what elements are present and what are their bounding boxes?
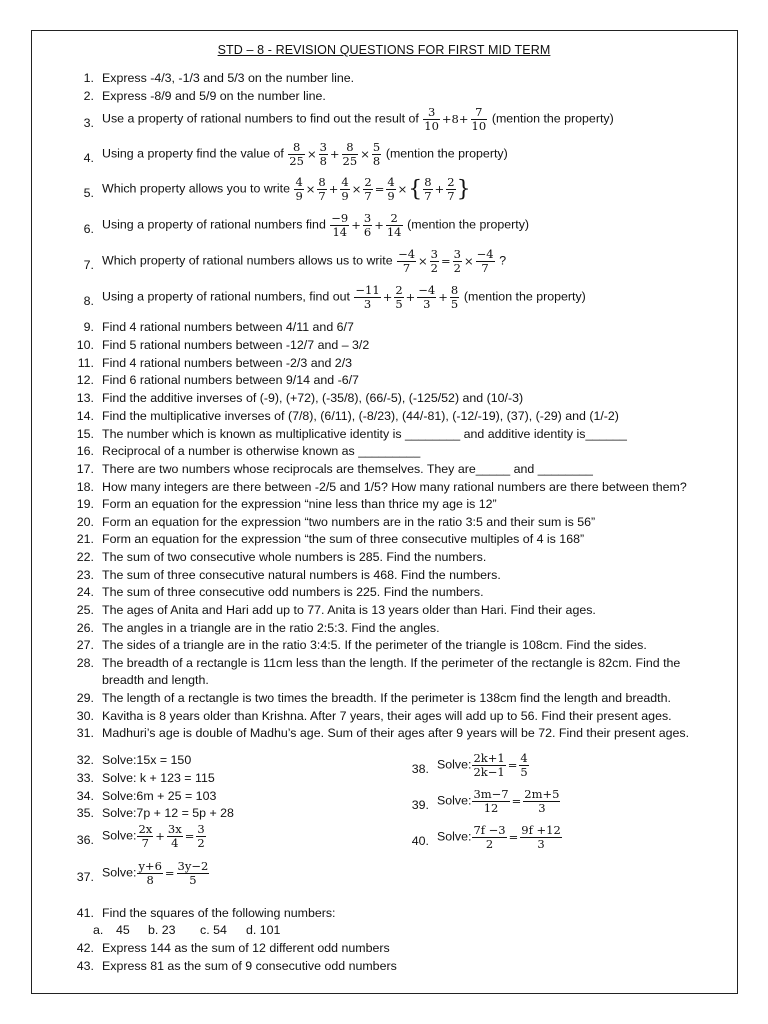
operator: + — [328, 182, 339, 196]
question-text: Solve: — [437, 829, 472, 844]
question-number: 14. — [76, 409, 94, 423]
question-body — [102, 823, 207, 850]
fraction — [319, 141, 328, 168]
question-text: The angles in a triangle are in the ratio 2:5:3. Find the angles. — [102, 621, 440, 635]
numerator: −4 — [476, 247, 494, 261]
question-text: Solve: — [102, 865, 137, 880]
question-text: Reciprocal of a number is otherwise known as _________ — [102, 444, 421, 458]
numerator: 2 — [447, 175, 455, 189]
numerator: −4 — [418, 283, 436, 297]
operator: +8+ — [441, 112, 469, 126]
operator: + — [405, 290, 416, 304]
operator: + — [351, 218, 361, 232]
question-39 — [405, 788, 725, 824]
question-number: 8. — [83, 294, 94, 308]
question-8 — [70, 284, 730, 320]
question-number: 37. — [76, 870, 94, 884]
numerator: 2x — [138, 822, 153, 836]
denominator: 8 — [146, 873, 154, 887]
question-text: Solve: k + 123 = 115 — [102, 771, 215, 785]
question-body — [102, 141, 508, 168]
denominator: 8 — [319, 154, 327, 168]
denominator: 2 — [485, 837, 494, 851]
fraction — [363, 212, 372, 239]
numerator: 8 — [424, 175, 432, 189]
fraction — [453, 248, 462, 275]
question-text: The sum of three consecutive odd numbers is 225. Find the numbers. — [102, 585, 484, 599]
denominator: 9 — [295, 189, 303, 203]
fraction — [386, 212, 403, 239]
fraction — [471, 106, 488, 133]
numerator: 2k+1 — [473, 751, 505, 765]
question-number: 15. — [76, 427, 94, 441]
numerator: 2 — [364, 175, 372, 189]
question-text: Kavitha is 8 years older than Krishna. After 7 years, their ages will add up to 56. Find their present ages. — [102, 709, 672, 723]
denominator: 9 — [387, 189, 395, 203]
fraction — [363, 176, 372, 203]
fraction — [423, 176, 432, 203]
numerator: 3 — [453, 247, 461, 261]
denominator: 9 — [341, 189, 349, 203]
question-body — [102, 284, 586, 311]
question-6 — [70, 212, 730, 248]
question-body — [102, 106, 614, 133]
question-number: 11. — [77, 356, 94, 370]
operator: = — [507, 758, 518, 772]
question-body — [102, 212, 529, 239]
question-text: Express 144 as the sum of 12 different odd numbers — [102, 941, 390, 955]
brace-open: { — [408, 176, 423, 202]
fraction — [386, 176, 395, 203]
numerator: 7 — [471, 106, 488, 120]
question-40 — [405, 824, 725, 860]
denominator: 7 — [364, 189, 372, 203]
numerator: 3m−7 — [473, 787, 509, 801]
denominator: 3 — [538, 801, 546, 815]
fraction — [340, 176, 349, 203]
question-number: 9. — [83, 320, 94, 334]
equation — [136, 822, 206, 850]
denominator: 10 — [424, 119, 439, 133]
question-number: 7. — [83, 258, 94, 272]
option-d: d. 101 — [246, 923, 281, 937]
question-number: 20. — [76, 515, 94, 529]
denominator: 5 — [520, 765, 528, 779]
expression — [293, 175, 471, 203]
question-7 — [70, 248, 730, 284]
numerator: 3y−2 — [177, 859, 209, 873]
question-text: The sides of a triangle are in the ratio 3:4:5. If the perimeter of the triangle is 108cm. Find the sides. — [102, 638, 647, 652]
denominator: 7 — [318, 189, 326, 203]
operator: + — [329, 147, 340, 161]
question-body — [437, 752, 530, 779]
question-note: (mention the property) — [407, 217, 530, 232]
question-mark: ? — [499, 253, 507, 268]
denominator: 3 — [423, 297, 431, 311]
question-number: 41. — [76, 906, 94, 920]
question-number: 5. — [83, 186, 94, 200]
expression — [353, 283, 463, 311]
question-number: 24. — [76, 585, 94, 599]
question-number: 38. — [411, 762, 429, 776]
question-number: 2. — [83, 89, 94, 103]
question-text: The breadth of a rectangle is 11cm less than the length. If the perimeter of the rectangle is 82cm. Find the — [102, 656, 681, 670]
question-37 — [70, 860, 400, 896]
question-number: 1. — [83, 71, 94, 85]
question-text: Form an equation for the expression “two numbers are in the ratio 3:5 and their sum is 56” — [102, 515, 596, 529]
numerator: 2 — [386, 212, 403, 226]
brace-close: } — [456, 176, 471, 202]
fraction — [450, 284, 459, 311]
numerator: 2 — [395, 283, 403, 297]
denominator: 5 — [189, 873, 197, 887]
question-number: 17. — [76, 462, 94, 476]
denominator: 7 — [402, 261, 411, 275]
numerator: −4 — [398, 247, 416, 261]
question-text: Solve:15x = 150 — [102, 753, 192, 767]
operator: = — [441, 254, 451, 268]
question-body — [437, 824, 563, 851]
denominator: 2 — [197, 836, 205, 850]
question-text: Which property of rational numbers allows us to write — [102, 253, 393, 268]
fraction — [372, 141, 381, 168]
question-text: How many integers are there between -2/5 and 1/5? How many rational numbers are there between them? — [102, 480, 687, 494]
fraction — [423, 106, 440, 133]
equation — [471, 751, 529, 779]
question-5 — [70, 176, 730, 212]
fraction — [137, 860, 162, 887]
question-number: 6. — [83, 222, 94, 236]
question-number: 12. — [76, 373, 94, 387]
question-number: 35. — [76, 806, 94, 820]
question-note: (mention the property) — [463, 289, 586, 304]
fraction — [294, 176, 303, 203]
option-a-value: 45 — [116, 923, 130, 937]
numerator: 3 — [197, 822, 205, 836]
question-note: (mention the property) — [491, 111, 614, 126]
denominator: 14 — [386, 225, 402, 239]
denominator: 7 — [424, 189, 432, 203]
question-text: Express -4/3, -1/3 and 5/3 on the number line. — [102, 71, 355, 85]
question-number: 18. — [76, 480, 94, 494]
denominator: 25 — [342, 154, 358, 168]
denominator: 2 — [430, 261, 438, 275]
fraction — [196, 823, 205, 850]
numerator: 3x — [167, 822, 182, 836]
fraction — [342, 141, 359, 168]
question-36 — [70, 823, 400, 859]
fraction — [330, 212, 349, 239]
fraction — [394, 284, 403, 311]
numerator: 8 — [342, 141, 359, 155]
fraction — [288, 141, 305, 168]
question-number: 26. — [76, 621, 94, 635]
numerator: 8 — [450, 283, 459, 297]
question-body — [102, 176, 471, 203]
numerator: 3 — [430, 247, 438, 261]
denominator: 6 — [363, 225, 372, 239]
numerator: 3 — [319, 140, 327, 154]
operator: = — [511, 794, 522, 808]
denominator: 4 — [171, 836, 179, 850]
expression — [422, 105, 492, 133]
question-text: Using a property of rational numbers find — [102, 217, 326, 232]
fraction — [417, 284, 436, 311]
operator: = — [374, 182, 385, 196]
fraction — [520, 824, 562, 851]
question-text: Find 5 rational numbers between -12/7 and – 3/2 — [102, 338, 370, 352]
question-number: 40. — [411, 834, 429, 848]
question-number: 29. — [76, 691, 94, 705]
question-28 — [70, 656, 730, 688]
question-4 — [70, 141, 730, 177]
question-text: The sum of three consecutive natural numbers is 468. Find the numbers. — [102, 568, 501, 582]
question-number: 25. — [76, 603, 94, 617]
denominator: 8 — [372, 154, 381, 168]
expression — [329, 211, 407, 239]
operator: × — [351, 182, 362, 196]
denominator: 3 — [363, 297, 372, 311]
question-number: 33. — [76, 771, 94, 785]
operator: × — [305, 182, 316, 196]
fraction — [472, 788, 509, 815]
numerator: y+6 — [138, 859, 162, 873]
numerator: 4 — [341, 175, 349, 189]
question-number: 19. — [76, 497, 94, 511]
numerator: −9 — [331, 211, 349, 225]
question-number: 21. — [76, 532, 94, 546]
denominator: 2k−1 — [473, 765, 505, 779]
question-number: 28. — [76, 656, 94, 670]
question-text: Express -8/9 and 5/9 on the number line. — [102, 89, 326, 103]
question-number: 36. — [76, 833, 94, 847]
operator: = — [508, 830, 519, 844]
fraction — [472, 752, 505, 779]
operator: × — [397, 182, 408, 196]
numerator: 2m+5 — [524, 787, 560, 801]
denominator: 5 — [395, 297, 403, 311]
question-number: 27. — [76, 638, 94, 652]
numerator: −11 — [355, 283, 380, 297]
fraction — [476, 248, 495, 275]
question-38 — [405, 752, 725, 788]
fraction — [523, 788, 560, 815]
numerator: 8 — [318, 175, 326, 189]
equation — [471, 823, 562, 851]
question-number: 3. — [83, 116, 94, 130]
denominator: 5 — [450, 297, 459, 311]
question-body — [437, 788, 561, 815]
question-text: Use a property of rational numbers to find out the result of — [102, 111, 419, 126]
question-text: Using a property of rational numbers, find out — [102, 289, 350, 304]
fraction — [137, 823, 153, 850]
option-a-label: a. — [93, 923, 104, 937]
question-text: Find 4 rational numbers between 4/11 and 6/7 — [102, 320, 354, 334]
denominator: 7 — [481, 261, 489, 275]
question-text: Find 4 rational numbers between -2/3 and 2/3 — [102, 356, 353, 370]
question-text: Find 6 rational numbers between 9/14 and -6/7 — [102, 373, 359, 387]
question-text: Madhuri’s age is double of Madhu’s age. Sum of their ages after 9 years will be 72. Find their present ages. — [102, 726, 690, 740]
fraction — [446, 176, 455, 203]
denominator: 3 — [537, 837, 545, 851]
question-text: The sum of two consecutive whole numbers is 285. Find the numbers. — [102, 550, 487, 564]
question-text: Form an equation for the expression “nine less than thrice my age is 12” — [102, 497, 497, 511]
question-text: Find the additive inverses of (-9), (+72), (-35/8), (66/-5), (-125/52) and (10/-3) — [102, 391, 524, 405]
fraction — [354, 284, 380, 311]
denominator: 7 — [447, 189, 455, 203]
question-text: Which property allows you to write — [102, 181, 290, 196]
question-text: Solve: — [437, 757, 472, 772]
question-text: Express 81 as the sum of 9 consecutive odd numbers — [102, 959, 397, 973]
question-text: Using a property find the value of — [102, 146, 284, 161]
question-text: Solve:6m + 25 = 103 — [102, 789, 217, 803]
question-text: The length of a rectangle is two times the breadth. If the perimeter is 138cm find the length and breadth. — [102, 691, 671, 705]
question-text: There are two numbers whose reciprocals are themselves. They are_____ and ________ — [102, 462, 593, 476]
equation — [471, 787, 561, 815]
numerator: 4 — [295, 175, 303, 189]
question-text: Solve: — [437, 793, 472, 808]
option-c: c. 54 — [200, 923, 227, 937]
operator: = — [164, 866, 175, 880]
operator: × — [463, 254, 474, 268]
question-number: 22. — [76, 550, 94, 564]
question-number: 34. — [76, 789, 94, 803]
denominator: 2 — [453, 261, 461, 275]
question-text: Solve:7p + 12 = 5p + 28 — [102, 806, 234, 820]
numerator: 4 — [387, 175, 395, 189]
denominator: 10 — [471, 119, 487, 133]
question-number: 30. — [76, 709, 94, 723]
fraction — [430, 248, 439, 275]
question-number: 42. — [76, 941, 94, 955]
question-body — [102, 860, 210, 887]
option-b: b. 23 — [148, 923, 176, 937]
expression — [287, 140, 386, 168]
question-note: (mention the property) — [385, 146, 508, 161]
fraction — [317, 176, 326, 203]
operator: = — [184, 829, 195, 843]
question-text: Find the multiplicative inverses of (7/8), (6/11), (-8/23), (44/-81), (-12/-19), (37), (-29) and (1/-2) — [102, 409, 619, 423]
question-number: 4. — [83, 151, 94, 165]
question-text: The ages of Anita and Hari add up to 77. Anita is 13 years older than Hari. Find their ages. — [102, 603, 596, 617]
operator: + — [438, 290, 448, 304]
operator: + — [434, 182, 445, 196]
question-number: 32. — [76, 753, 94, 767]
fraction — [177, 860, 210, 887]
page-title: STD – 8 - REVISION QUESTIONS FOR FIRST MID TERM — [217, 43, 551, 57]
equation — [136, 859, 210, 887]
denominator: 12 — [483, 801, 499, 815]
numerator: 4 — [520, 751, 528, 765]
operator: × — [306, 147, 317, 161]
question-number: 10. — [76, 338, 94, 352]
question-text-continued: breadth and length. — [102, 673, 209, 687]
numerator: 5 — [372, 140, 381, 154]
numerator: 8 — [288, 141, 305, 155]
question-body — [102, 248, 506, 275]
fraction — [167, 823, 183, 850]
denominator: 14 — [332, 225, 348, 239]
numerator: 3 — [363, 211, 372, 225]
fraction — [472, 824, 506, 851]
fraction — [397, 248, 416, 275]
question-text: Form an equation for the expression “the sum of three consecutive multiples of 4 is 168” — [102, 532, 585, 546]
denominator: 7 — [141, 836, 149, 850]
question-number: 23. — [76, 568, 94, 582]
operator: × — [360, 147, 370, 161]
operator: + — [382, 290, 393, 304]
question-number: 39. — [411, 798, 429, 812]
fraction — [519, 752, 528, 779]
question-number: 31. — [76, 726, 94, 740]
operator: × — [418, 254, 428, 268]
numerator: 3 — [423, 106, 440, 120]
question-3 — [70, 106, 730, 142]
numerator: 7f −3 — [473, 823, 506, 837]
question-text: Solve: — [102, 828, 137, 843]
operator: + — [155, 829, 165, 843]
question-number: 13. — [76, 391, 94, 405]
question-number: 16. — [76, 444, 94, 458]
question-text: The number which is known as multiplicative identity is ________ and additive identity is______ — [102, 427, 627, 441]
expression — [396, 247, 499, 275]
operator: + — [374, 218, 384, 232]
question-text: Find the squares of the following numbers: — [102, 906, 336, 920]
question-number: 43. — [76, 959, 94, 973]
denominator: 25 — [289, 154, 304, 168]
numerator: 9f +12 — [521, 823, 561, 837]
